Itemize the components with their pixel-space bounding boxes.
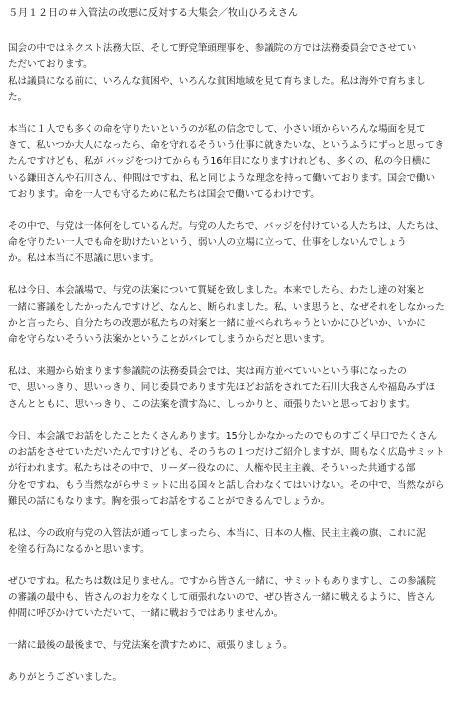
text-line: 分をですね、もう当然ながらサミットに出る国々と話し合わなくてはいけない。その中で、当然ながら [8, 479, 445, 491]
paragraph-human-rights [8, 526, 466, 559]
text-line: 仲間に呼びかけていただいて、一緒に戦おうではありませんか。 [8, 608, 284, 620]
text-line: ありがとうございました。 [8, 672, 122, 684]
text-line: 命を守らないそういう法案かということがバレてしまうからだと思います。 [8, 334, 331, 346]
text-line: 一緒に審議をしたかったんですけど、なんと、断られました。私、いま思うと、なぜそれをしなかった [8, 301, 445, 313]
paragraph-plenary [8, 283, 466, 348]
text-line: 本当に１人でも多くの命を守りたいというのが私の信念でして、小さい頃からいろんな場面を見て [8, 123, 426, 135]
text-line: が行われます。私たちはその中で、リーダー役なのに、人権や民主主義、そういった共通する部 [8, 463, 416, 475]
text-line: 一緒に最後の最後まで、与党法案を潰すために、頑張りましょう。 [8, 640, 293, 652]
text-line: さんとともに、思いっきり、この法案を潰す為に、しっかりと、頑張りたいと思っております。 [8, 398, 416, 410]
paragraph-ruling-party [8, 219, 466, 268]
paragraph-thanks [8, 670, 466, 686]
paragraph-closing [8, 638, 466, 654]
paragraph-intro [8, 41, 466, 106]
document-title: ５月１２日の＃入管法の改悪に反対する大集会／牧山ひろえさん [8, 8, 298, 19]
text-line: 私は議員になる前に、いろんな貧困や、いろんな貧困地域を見て育ちました。私は海外で育ちまし [8, 75, 426, 87]
text-line: か。私は本当に不思議に思います。 [8, 253, 160, 265]
text-line: のお話をさせていただいたんですけども、そのうちの１つだけご紹介しますが、間もなく広島サミット [8, 446, 445, 458]
text-line: いる鎌田さんや石川さん、仲間はですね、私と同じような理念を持って働いております。国会で働い [8, 172, 436, 184]
text-line: 国会の中ではネクスト法務大臣、そして野党筆頭理事を、参議院の方では法務委員会でさせてい [8, 43, 417, 54]
text-line: その中で、与党は一体何をしているんだ。与党の人たちで、バッジを付けている人たちは、人たちは、 [8, 220, 445, 232]
text-line: きて、私いつか大人になったら、命を守れるそういう仕事に就きたいな、というふうにずっと思ってき [8, 140, 444, 152]
paragraph-call-to-action [8, 574, 466, 623]
text-line: た。 [8, 91, 27, 103]
text-line: 私は、来週から始まります参議院の法務委員会では、実は両方並べていいという事になったの [8, 366, 407, 378]
text-line: 難民の話にもなります。胸を張ってお話をすることができるんでしょうか。 [8, 495, 331, 507]
paragraph-committee [8, 364, 466, 413]
text-line: 今日、本会議でお話をしたことたくさんあります。15分しかなかったのでものすごく早口でたくさん [8, 430, 437, 442]
document-body [8, 7, 466, 702]
text-line: 命を守りたい一人でも命を助けたいという、弱い人の立場に立って、仕事をしないんでしょう [8, 237, 407, 249]
text-line: 私は今日、本会議場で、与党の法案について質疑を致しました。本来でしたら、わたし達の対案と [8, 285, 426, 297]
text-line: を塗る行為になるかと思います。 [8, 543, 150, 555]
text-line: ております。命を一人でも守るために私たちは国会で働いてるわけです。 [8, 188, 320, 200]
text-line: かと言ったら、自分たちの改悪が私たちの対案と一緒に並べられちゃうといかにひどいか、いかに [8, 317, 426, 329]
text-line: たんですけども、私が バッジをつけてからもう16年目になりますけれども、多くの、私の今日横に [8, 156, 431, 168]
text-line: 私は、今の政府与党の入管法が通ってしまったら、本当に、日本の人権、民主主義の旗、これに泥 [8, 527, 426, 539]
paragraph-belief [8, 122, 466, 203]
text-line: で、思いっきり、思いっきり、同じ委員であります先ほどお話をされてた石川大我さんや福島みずほ [8, 382, 436, 394]
text-line: ただいております。 [8, 59, 93, 71]
paragraph-summit [8, 429, 466, 510]
text-line: ぜひですね。私たちは数は足りません。ですから皆さん一緒に、サミットもありますし、この参議院 [8, 575, 436, 587]
text-line: の審議の最中も、皆さんのお力をなくして頑張れないので、ぜひ皆さん一緒に戦えるように、皆さん [8, 592, 436, 604]
